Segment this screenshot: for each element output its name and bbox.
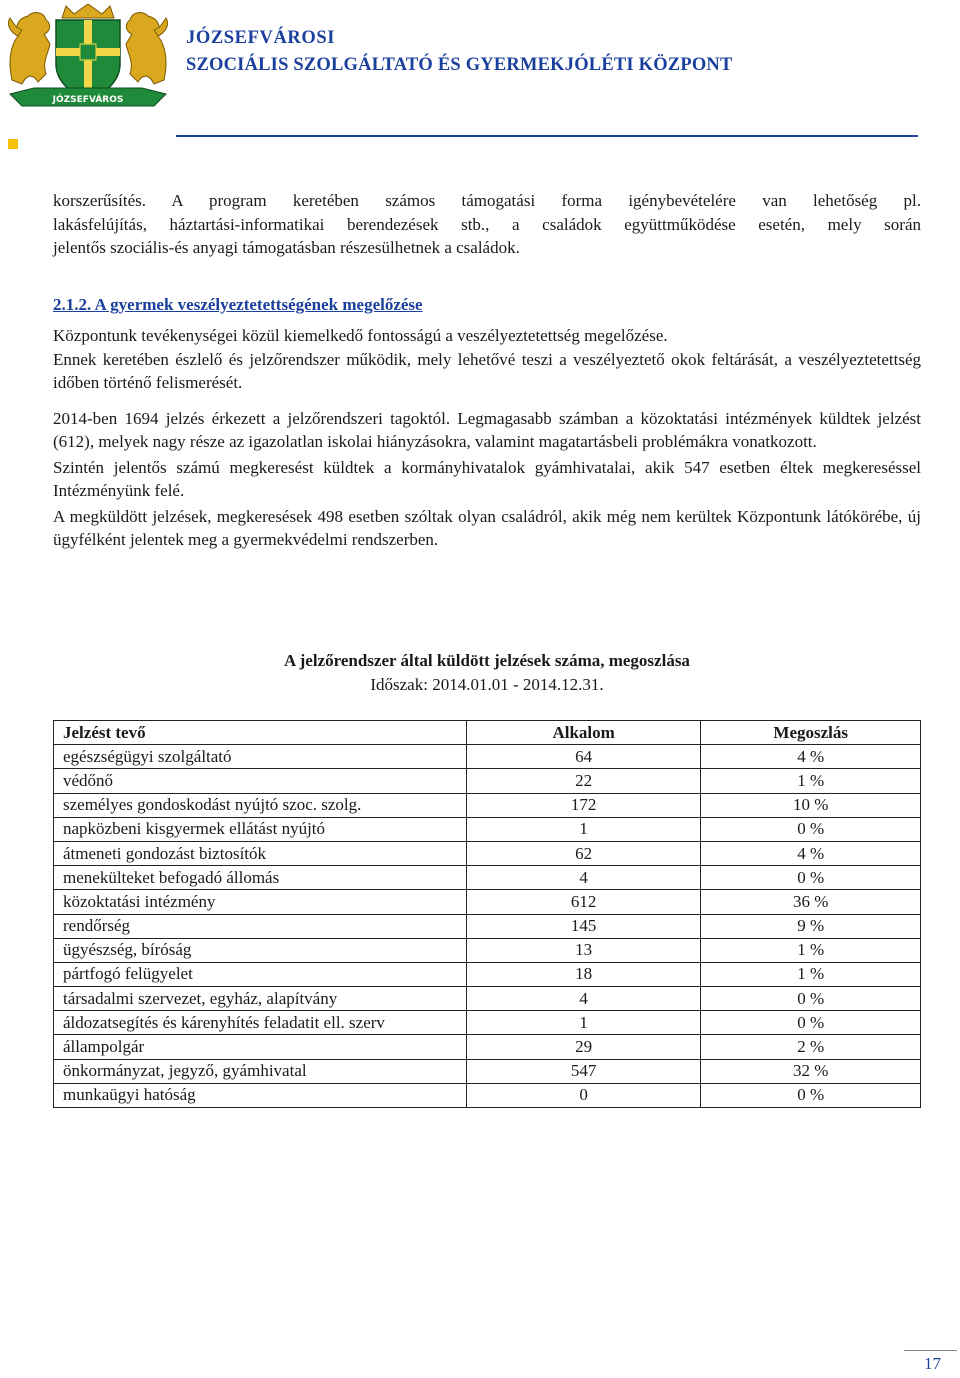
column-header: Alkalom [466,721,701,745]
table-period: Időszak: 2014.01.01 - 2014.12.31. [370,675,604,694]
table-cell-share: 9 % [701,914,921,938]
table-cell-count: 62 [466,841,701,865]
table-cell-share: 0 % [701,817,921,841]
paragraph: Szintén jelentős számú megkeresést küldtek a kormányhivatalok gyámhivatalai, akik 547 esetben éltek megkereséssel Intézményünk felé. [53,457,921,500]
table-cell-source: napközbeni kisgyermek ellátást nyújtó [54,817,467,841]
table-cell-share: 1 % [701,962,921,986]
table-cell-count: 29 [466,1035,701,1059]
table-row [54,890,921,914]
table-row [54,793,921,817]
table-row [54,962,921,986]
organization-name: JÓZSEFVÁROSI [186,28,336,48]
table-cell-count: 547 [466,1059,701,1083]
body-text [53,189,921,552]
page-number: 17 [924,1354,941,1373]
table-cell-source: áldozatsegítés és kárenyhítés feladatit ell. szerv [54,1011,467,1035]
header-accent-square [8,139,18,149]
signals-table [53,720,921,1108]
table-cell-share: 32 % [701,1059,921,1083]
paragraph: Központunk tevékenységei közül kiemelkedő fontosságú a veszélyeztetettség megelőzése. [53,326,668,345]
table-cell-count: 18 [466,962,701,986]
table-cell-count: 4 [466,866,701,890]
table-cell-count: 0 [466,1083,701,1107]
table-row [54,914,921,938]
table-cell-source: közoktatási intézmény [54,890,467,914]
intro-line: lakásfelújítás, háztartási-informatikai berendezések stb., a családok együttműködése esetén, mely során [53,214,921,234]
table-cell-source: önkormányzat, jegyző, gyámhivatal [54,1059,467,1083]
table-row [54,817,921,841]
table-cell-source: munkaügyi hatóság [54,1083,467,1107]
svg-text:JÓZSEFVÁROS: JÓZSEFVÁROS [52,95,124,105]
table-cell-share: 1 % [701,938,921,962]
table-cell-count: 13 [466,938,701,962]
table-row [54,1059,921,1083]
table-row [54,769,921,793]
table-cell-source: menekülteket befogadó állomás [54,866,467,890]
table-cell-share: 4 % [701,841,921,865]
table-row [54,1011,921,1035]
table-cell-source: személyes gondoskodást nyújtó szoc. szolg. [54,793,467,817]
table-cell-count: 612 [466,890,701,914]
table-row [54,938,921,962]
footer-rule [904,1350,957,1351]
table-cell-share: 4 % [701,745,921,769]
table-row [54,987,921,1011]
table-cell-count: 1 [466,817,701,841]
table-cell-source: átmeneti gondozást biztosítók [54,841,467,865]
table-cell-share: 0 % [701,1083,921,1107]
intro-line: jelentős szociális-és anyagi támogatásban részesülhetnek a családok. [53,238,520,257]
table-row [54,866,921,890]
column-header: Megoszlás [701,721,921,745]
header-divider [176,135,918,137]
table-cell-source: állampolgár [54,1035,467,1059]
page-header [0,0,960,150]
table-cell-share: 0 % [701,866,921,890]
table-cell-share: 0 % [701,1011,921,1035]
intro-line: korszerűsítés. A program keretében számos támogatási forma igénybevételére van lehetőség pl. [53,191,921,210]
table-cell-count: 22 [466,769,701,793]
table-cell-source: védőnő [54,769,467,793]
table-cell-share: 0 % [701,987,921,1011]
column-header: Jelzést tevő [54,721,467,745]
section-heading: 2.1.2. A gyermek veszélyeztetettségének megelőzése [53,294,423,314]
table-cell-count: 172 [466,793,701,817]
table-cell-source: társadalmi szervezet, egyház, alapítvány [54,987,467,1011]
table-row [54,745,921,769]
table-cell-share: 1 % [701,769,921,793]
table-row [54,1083,921,1107]
table-cell-count: 145 [466,914,701,938]
coat-of-arms-logo [4,2,172,114]
paragraph: Ennek keretében észlelő és jelzőrendszer működik, mely lehetővé teszi a veszélyeztető okok feltárását, a veszélyeztetettség időben történő felismerését. [53,349,921,392]
organization-subtitle: SZOCIÁLIS SZOLGÁLTATÓ ÉS GYERMEKJÓLÉTI KÖZPONT [186,55,733,75]
table-cell-source: pártfogó felügyelet [54,962,467,986]
table-cell-share: 10 % [701,793,921,817]
table-header-row [54,721,921,745]
table-row [54,1035,921,1059]
table-cell-source: rendőrség [54,914,467,938]
paragraph: 2014-ben 1694 jelzés érkezett a jelzőrendszeri tagoktól. Legmagasabb számban a közoktatási intézmények küldtek jelzést (612), melyek nagy része az igazolatlan iskolai hiányzásokra, valamint magatartásbeli problémákra vonatkozott. [53,408,921,451]
paragraph: A megküldött jelzések, megkeresések 498 esetben szóltak olyan családról, akik még nem kerültek Központunk látókörébe, új ügyfélként jelentek meg a gyermekvédelmi rendszerben. [53,506,921,549]
table-cell-source: ügyészség, bíróság [54,938,467,962]
table-cell-count: 64 [466,745,701,769]
table-cell-source: egészségügyi szolgáltató [54,745,467,769]
table-cell-share: 36 % [701,890,921,914]
table-cell-share: 2 % [701,1035,921,1059]
table-title: A jelzőrendszer által küldött jelzések száma, megoszlása [284,651,690,670]
table-cell-count: 4 [466,987,701,1011]
table-row [54,841,921,865]
table-cell-count: 1 [466,1011,701,1035]
table-body [54,745,921,1108]
